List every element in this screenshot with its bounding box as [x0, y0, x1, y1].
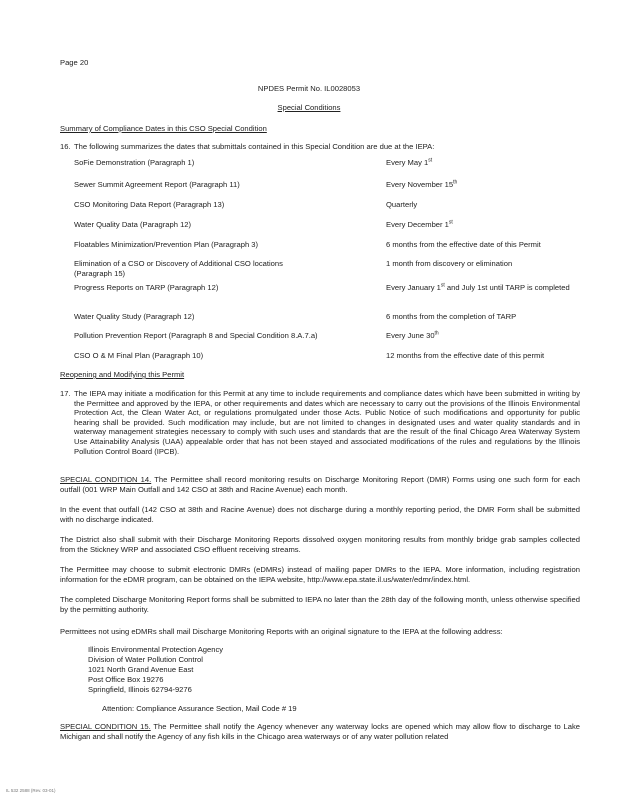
special-condition-15-paragraph: SPECIAL CONDITION 15. The Permittee shall notify the Agency whenever any waterway locks are opened which may allow flow to discharge to Lake Michigan and shall notify the Agency of any fish kills in the Chicago area waterways or of any water pollution related	[60, 722, 581, 741]
form-footer: IL 532 2588 (Rev. 03-01)	[6, 788, 56, 793]
table-row-label: CSO Monitoring Data Report (Paragraph 13)	[74, 200, 225, 209]
special-condition-14-paragraph-2: In the event that outfall (142 CSO at 38th and Racine Avenue) does not discharge during a monthly reporting period, the DMR Form shall be submitted with no discharge indicated.	[60, 505, 580, 524]
table-row-label: Water Quality Study (Paragraph 12)	[74, 312, 195, 321]
address-line: Springfield, Illinois 62794-9276	[88, 685, 192, 694]
section-title: Special Conditions	[277, 103, 341, 112]
table-row-value: 1 month from discovery or elimination	[386, 259, 513, 268]
special-condition-14-paragraph-4: The Permittee may choose to submit electronic DMRs (eDMRs) instead of mailing paper DMRs to the IEPA. More information, including registration information for the eDMR program, can be obtained on the IEPA website, http://www.epa.state.il.us/water/edmr/index.html.	[60, 565, 580, 584]
table-row-value: Quarterly	[386, 200, 418, 209]
table-row-value: 6 months from the completion of TARP	[386, 312, 517, 321]
table-row-label: Water Quality Data (Paragraph 12)	[74, 220, 192, 229]
address-line: Post Office Box 19276	[88, 675, 164, 684]
attention-line: Attention: Compliance Assurance Section, Mail Code # 19	[102, 704, 297, 713]
table-row-value: Every June 30th	[386, 330, 439, 340]
reopening-heading: Reopening and Modifying this Permit	[60, 370, 185, 379]
table-row-label: CSO O & M Final Plan (Paragraph 10)	[74, 351, 204, 360]
table-row-label: Floatables Minimization/Prevention Plan (Paragraph 3)	[74, 240, 259, 249]
table-row-value: Every December 1st	[386, 219, 453, 229]
table-row-label: Progress Reports on TARP (Paragraph 12)	[74, 283, 219, 292]
page-number: Page 20	[60, 58, 89, 67]
table-row-value: 12 months from the effective date of this permit	[386, 351, 545, 360]
special-condition-14-label: SPECIAL CONDITION 14.	[60, 475, 152, 484]
summary-heading: Summary of Compliance Dates in this CSO Special Condition	[60, 124, 267, 133]
address-line: Illinois Environmental Protection Agency	[88, 645, 224, 654]
table-row-label: Sewer Summit Agreement Report (Paragraph 11)	[74, 180, 240, 189]
item-number-16: 16.	[60, 142, 71, 151]
table-row-label: Pollution Prevention Report (Paragraph 8 and Special Condition 8.A.7.a)	[74, 331, 318, 340]
summary-intro: The following summarizes the dates that submittals contained in this Special Condition are due at the IEPA:	[74, 142, 435, 151]
table-row-label: SoFie Demonstration (Paragraph 1)	[74, 158, 195, 167]
special-condition-14-paragraph-5: The completed Discharge Monitoring Report forms shall be submitted to IEPA no later than the 28th day of the following month, unless otherwise specified by the permitting authority.	[60, 595, 580, 614]
table-row-label: Elimination of a CSO or Discovery of Additional CSO locations (Paragraph 15)	[74, 259, 283, 278]
address-line: 1021 North Grand Avenue East	[88, 665, 194, 674]
reopening-paragraph: The IEPA may initiate a modification for this Permit at any time to include requirements and compliance dates which have been submitted in writing by the Permittee and approved by the IEPA, or other requirements and dates which are necessary to carry out the provisions of the Illinois Environmental Protection Act, the Clean Water Act, or regulations promulgated under those Acts. Public Notice of such modifications and opportunity for public hearing shall be provided. Such modification may include, but are not limited to changes in designated uses and water quality standards and in waterway management strategies necessary to comply with such uses and standards that are the result of the final Chicago Area Waterway System Use Attainability Analysis (UAA) appealable order that has not been stayed and associated modifications of the rules and regulations by the Illinois Pollution Control Board (IPCB).	[74, 389, 580, 456]
special-condition-14-paragraph-6: Permittees not using eDMRs shall mail Discharge Monitoring Reports with an original signature to the IEPA at the following address:	[60, 627, 503, 636]
item-number-17: 17.	[60, 389, 71, 398]
table-row-value: Every January 1st and July 1st until TARP is completed	[386, 282, 570, 292]
special-condition-14-paragraph-3: The District also shall submit with their Discharge Monitoring Reports dissolved oxygen monitoring results from monthly bridge grab samples collected from the Stickney WRP and associated CSO effluent receiving streams.	[60, 535, 580, 554]
table-row-value: 6 months from the effective date of this Permit	[386, 240, 541, 249]
permit-number: NPDES Permit No. IL0028053	[257, 84, 361, 93]
special-condition-14-paragraph-1: SPECIAL CONDITION 14. The Permittee shall record monitoring results on Discharge Monitoring Report (DMR) Forms using one such form for each outfall (001 WRP Main Outfall and 142 CSO at 38th and Racine Avenue) each month.	[60, 475, 580, 494]
address-line: Division of Water Pollution Control	[88, 655, 203, 664]
table-row-value: Every November 15th	[386, 179, 458, 189]
special-condition-15-label: SPECIAL CONDITION 15.	[60, 722, 151, 731]
table-row-value: Every May 1st	[386, 157, 433, 167]
